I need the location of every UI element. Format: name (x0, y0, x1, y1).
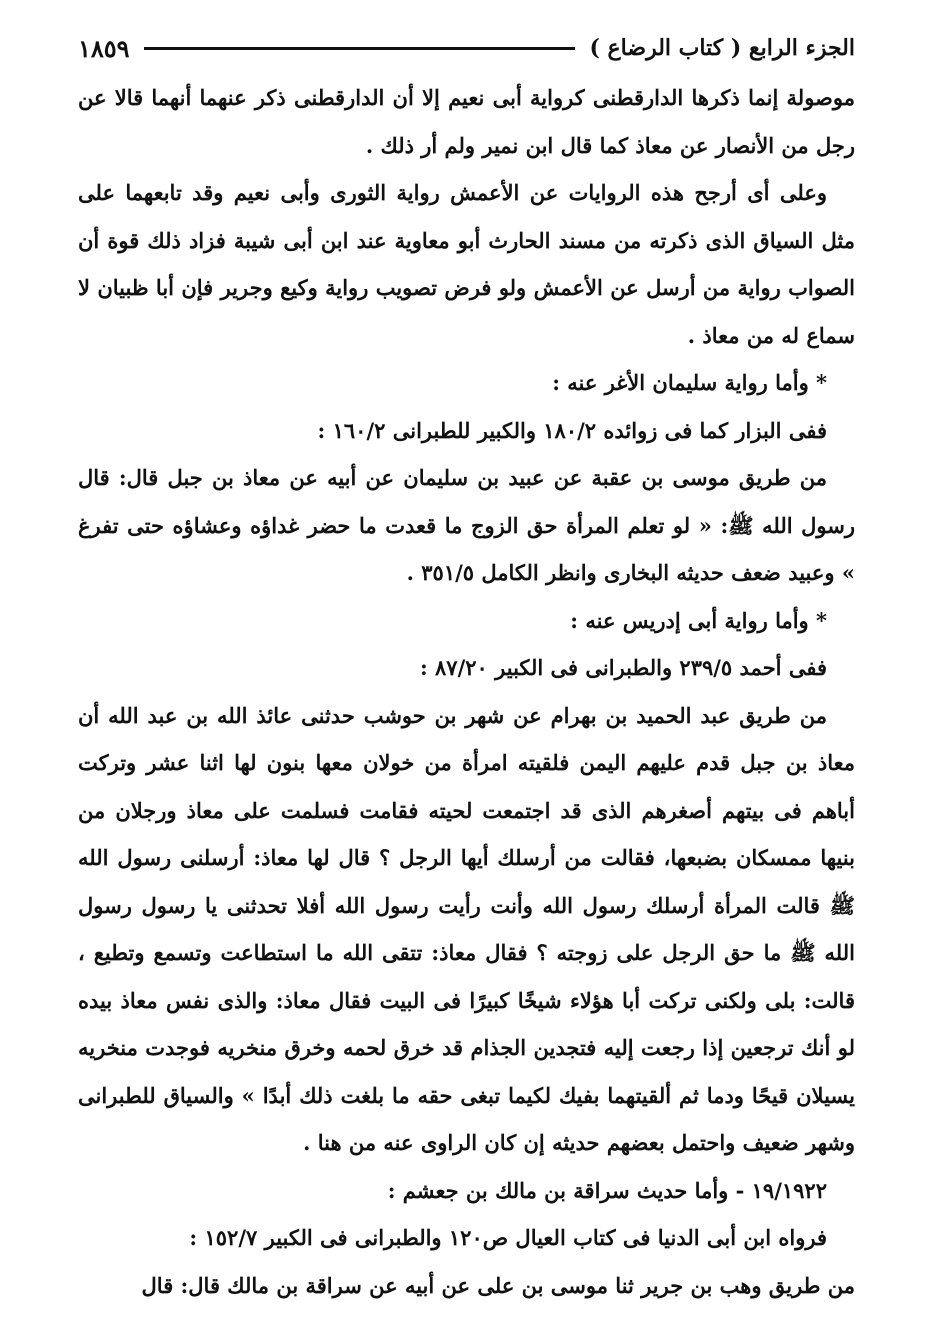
paragraph-source-bazzar: ففى البزار كما فى زوائده ١٨٠/٢ والكبير للطبرانى ١٦٠/٢ : (317, 417, 827, 443)
section-heading-suraqa: ١٩/١٩٢٢ - وأما حديث سراقة بن مالك بن جعشم : (387, 1177, 827, 1203)
paragraph-chain-abdulhamid: من طريق عبد الحميد بن بهرام عن شهر بن حوشب حدثنى عائذ الله بن عبد الله أن معاذ بن جبل قدم عليهم اليمن فلقيته امرأة من خولان معها بنون لها اثنا عشر وتركت أباهم فى بيتهم أصغرهم الذى قد اجتمعت لحيته فقامت فسلمت على معاذ ورجلان من بنيها ممسكان بضبعها، فقالت من أرسلك أيها الرجل ؟ قال لها معاذ: أرسلنى رسول الله ﷺ قالت المرأة أرسلك رسول الله وأنت رأيت رسول الله أفلا تحدثنى يا رسول رسول الله ﷺ ما حق الرجل على زوجته ؟ فقال معاذ: تتقى الله ما استطاعت وتسمع وتطيع ، قالت: بلى ولكنى تركت أبا هؤلاء شيخًا كبيرًا فى البيت فقال معاذ: والذى نفس معاذ بيده لو أنك ترجعين إذا رجعت إليه فتجدين الجذام قد خرق لحمه وخرق منخريه فوجدت منخريه يسيلان قيحًا ودما ثم ألقيتهما بفيك لكيما تبغى حقه ما بلغت ذلك أبدًا » والسياق للطبرانى وشهر ضعيف واحتمل بعضهم حديثه إن كان الراوى عنه من هنا . (78, 702, 855, 1155)
paragraph-preferred-narration: وعلى أى أرجح هذه الروايات عن الأعمش رواية الثورى وأبى نعيم وقد تابعهما على مثل السياق الذى ذكرته من مسند الحارث أبو معاوية عند ابن أبى شيبة فزاد ذلك قوة أن الصواب رواية من أرسل عن الأعمش ولو فرض تصويب رواية وكيع وجرير فإن أبا ظبيان لا سماع له من معاذ . (78, 180, 855, 348)
paragraph-source-ibn-abi-dunya: فرواه ابن أبى الدنيا فى كتاب العيال ص١٢٠ والطبرانى فى الكبير ١٥٢/٧ : (189, 1225, 827, 1250)
paragraph-chain-wahb: من طريق وهب بن جرير ثنا موسى بن على عن أبيه عن سراقة بن مالك قال: قال (141, 1272, 855, 1298)
header-rule (144, 47, 576, 50)
paragraph-chain-musa: من طريق موسى بن عقبة عن عبيد بن سليمان عن أبيه عن معاذ بن جبل قال: قال رسول الله ﷺ: « لو تعلم المرأة حق الزوج ما قعدت ما حضر غداؤه وعشاؤه حتى تفرغ » وعبيد ضعف حديثه البخارى وانظر الكامل ٣٥١/٥ . (78, 465, 855, 585)
running-header (78, 28, 855, 68)
header-title: الجزء الرابع ( كتاب الرضاع ) (589, 35, 855, 61)
paragraph-source-ahmad: ففى أحمد ٢٣٩/٥ والطبرانى فى الكبير ٨٧/٢٠ : (419, 655, 827, 680)
page-body (78, 74, 855, 1309)
page-number: ١٨٥٩ (78, 33, 130, 63)
section-heading-abu-idris: * وأما رواية أبى إدريس عنه : (570, 607, 827, 633)
section-heading-sulayman: * وأما رواية سليمان الأغر عنه : (552, 370, 827, 395)
paragraph-continuation: موصولة إنما ذكرها الدارقطنى كرواية أبى نعيم إلا أن الدارقطنى ذكر عنهما أنهما قالا عن رجل من الأنصار عن معاذ كما قال ابن نمير ولم أر ذلك . (78, 85, 855, 158)
